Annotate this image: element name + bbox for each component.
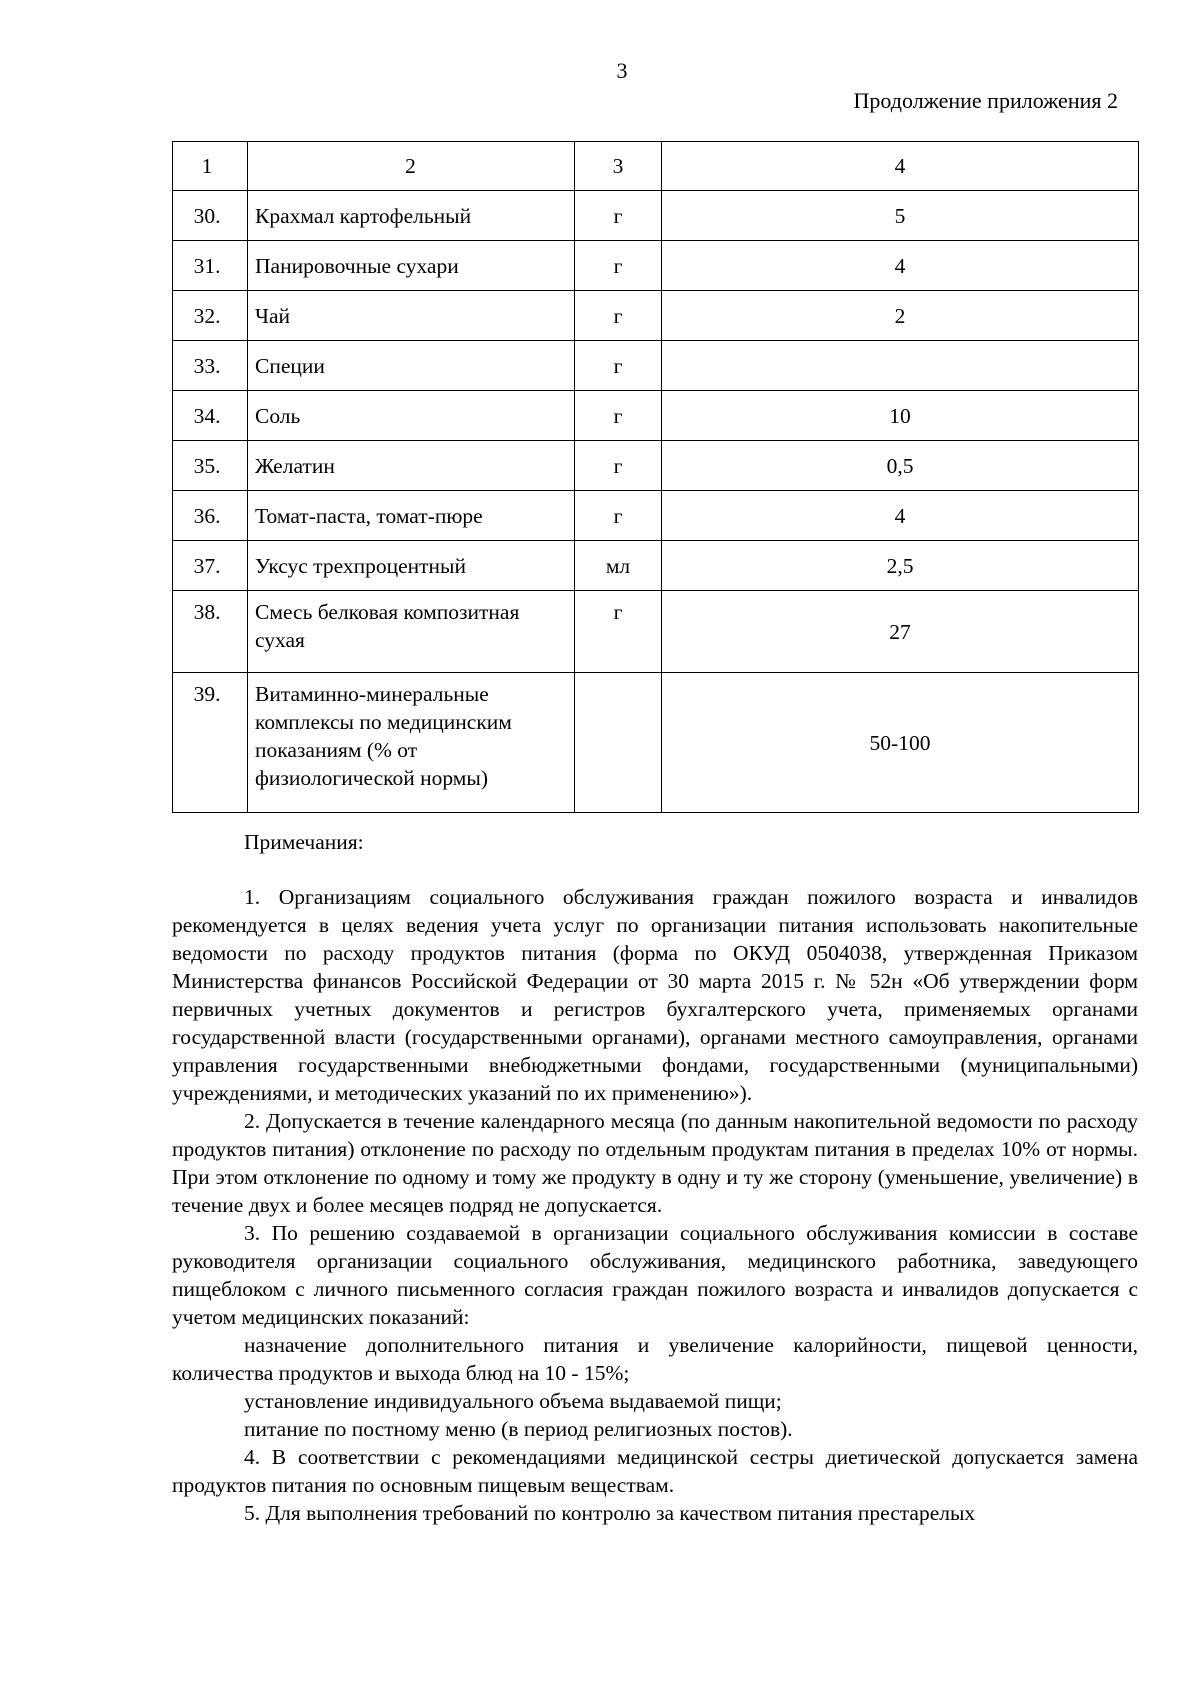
unit: г [575,291,662,341]
norm-value: 5 [662,191,1139,241]
norm-value: 4 [662,241,1139,291]
norm-value: 0,5 [662,441,1139,491]
note-paragraph: установление индивидуального объема выдаваемой пищи; [244,1389,782,1413]
note-paragraph: питание по постному меню (в период религиозных постов). [244,1417,793,1441]
table-row [173,241,1139,291]
table-header-cell: 3 [575,142,662,191]
note-paragraph: 1. Организациям социального обслуживания граждан пожилого возраста и инвалидов рекомендуется в целях ведения учета услуг по организации питания использовать накопительные ведомости по расходу продуктов питания (форма по ОКУД 0504038, утвержденная Приказом Министерства финансов Российской Федерации от 30 марта 2015 г. № 52н «Об утверждении форм первичных учетных документов и регистров бухгалтерского учета, применяемых органами государственной власти (государственными органами), органами местного самоуправления, органами управления государственными внебюджетными фондами, государственными (муниципальными) учреждениями, и методических указаний по их применению»). [172,885,1138,1105]
unit: мл [575,541,662,591]
table-header-cell: 2 [248,142,575,191]
product-name: Специи [248,341,575,391]
unit: г [575,591,662,673]
table-row [173,291,1139,341]
row-number: 35. [173,441,248,491]
note-paragraph: 2. Допускается в течение календарного месяца (по данным накопительной ведомости по расходу продуктов питания) отклонение по расходу по отдельным продуктам питания в пределах 10% от нормы. При этом отклонение по одному и тому же продукту в одну и ту же сторону (уменьшение, увеличение) в течение двух и более месяцев подряд не допускается. [172,1109,1138,1217]
unit: г [575,491,662,541]
norm-value: 4 [662,491,1139,541]
row-number: 30. [173,191,248,241]
product-name: Уксус трехпроцентный [248,541,575,591]
norm-value: 10 [662,391,1139,441]
table-header-cell: 1 [173,142,248,191]
product-name: Смесь белковая композитная сухая [248,591,575,673]
unit [575,673,662,813]
page-number: 3 [616,58,628,83]
norm-value: 2 [662,291,1139,341]
product-name: Соль [248,391,575,441]
table-header-cell: 4 [662,142,1139,191]
notes-section [172,828,1138,1527]
norm-value: 2,5 [662,541,1139,591]
table-row [173,591,1139,673]
table-row [173,491,1139,541]
row-number: 38. [173,591,248,673]
table-row [173,191,1139,241]
note-paragraph: 5. Для выполнения требований по контролю за качеством питания престарелых [244,1501,976,1525]
food-norms-table [172,141,1139,813]
row-number: 39. [173,673,248,813]
table-row [173,391,1139,441]
note-paragraph: назначение дополнительного питания и увеличение калорийности, пищевой ценности, количества продуктов и выхода блюд на 10 - 15%; [172,1333,1138,1385]
row-number: 32. [173,291,248,341]
unit: г [575,241,662,291]
product-name: Панировочные сухари [248,241,575,291]
norm-value: 27 [662,591,1139,673]
table-header-row [173,142,1139,191]
product-name: Витаминно-минеральные комплексы по медицинским показаниям (% от физиологической нормы) [248,673,575,813]
note-paragraph: 4. В соответствии с рекомендациями медицинской сестры диетической допускается замена продуктов питания по основным пищевым веществам. [172,1445,1138,1497]
unit: г [575,341,662,391]
product-name: Чай [248,291,575,341]
appendix-continuation-label: Продолжение приложения 2 [853,88,1118,113]
product-name: Крахмал картофельный [248,191,575,241]
product-name: Томат-паста, томат-пюре [248,491,575,541]
table-row [173,541,1139,591]
product-name: Желатин [248,441,575,491]
row-number: 31. [173,241,248,291]
unit: г [575,191,662,241]
row-number: 36. [173,491,248,541]
unit: г [575,441,662,491]
norm-value: 50-100 [662,673,1139,813]
row-number: 34. [173,391,248,441]
row-number: 33. [173,341,248,391]
table-row [173,341,1139,391]
note-paragraph: 3. По решению создаваемой в организации социального обслуживания комиссии в составе руководителя организации социального обслуживания, медицинского работника, заведующего пищеблоком с личного письменного согласия граждан пожилого возраста и инвалидов допускается с учетом медицинских показаний: [172,1221,1138,1329]
row-number: 37. [173,541,248,591]
table-row [173,441,1139,491]
unit: г [575,391,662,441]
norm-value [662,341,1139,391]
table-row [173,673,1139,813]
notes-title: Примечания: [244,830,364,854]
